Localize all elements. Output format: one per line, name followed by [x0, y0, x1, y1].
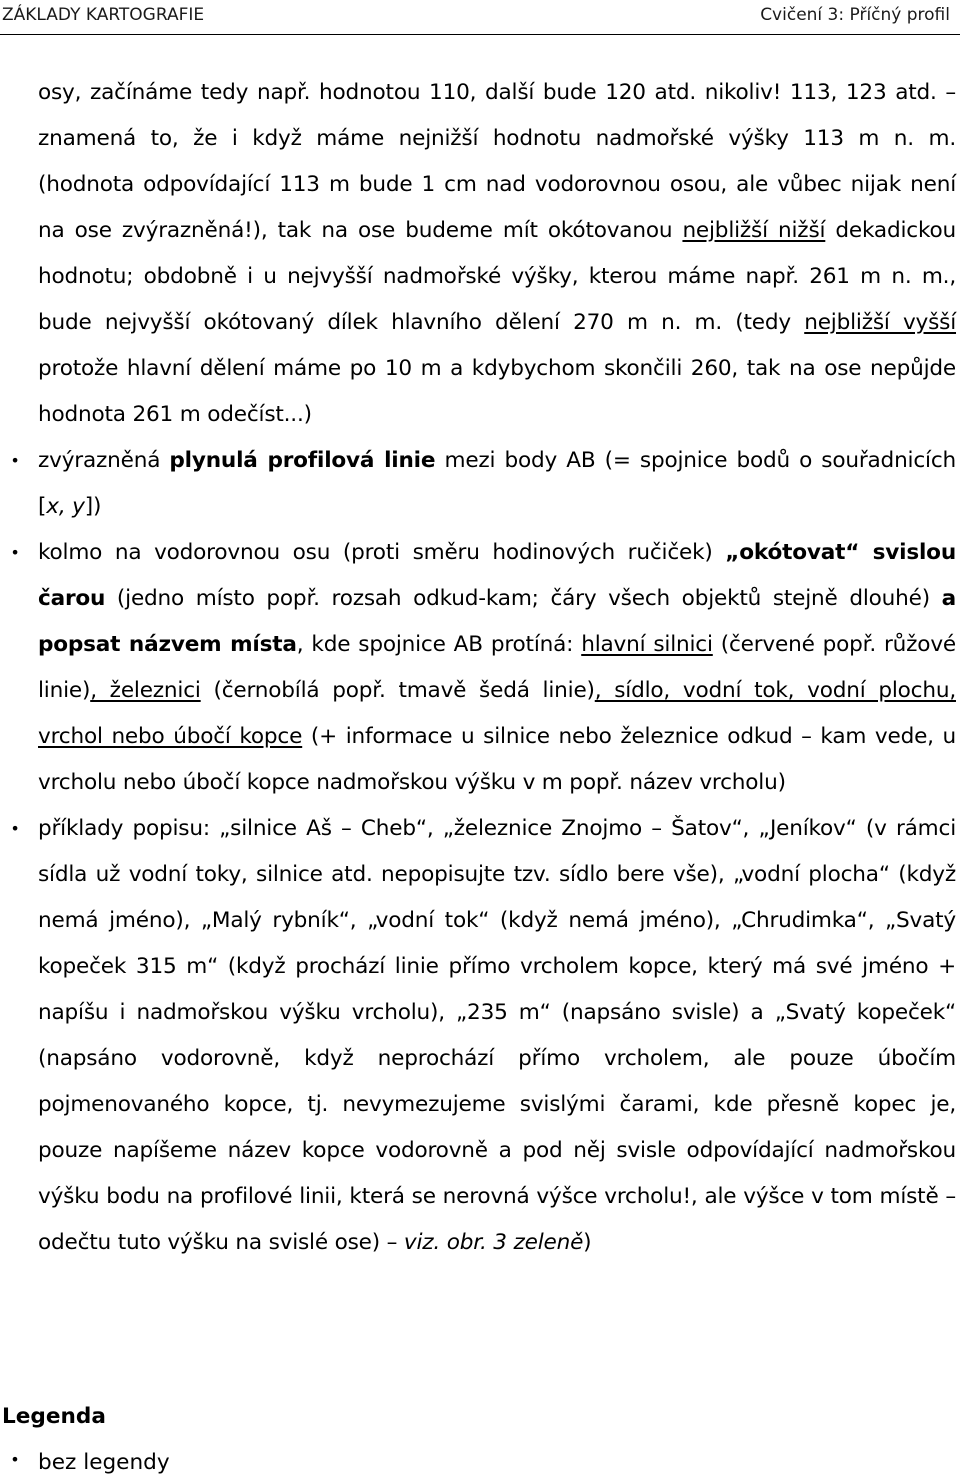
- underlined-features: , sídlo, vodní tok, vodní plochu, vrchol nebo úbočí kopce: [38, 678, 956, 749]
- bullet-icon: •: [10, 451, 20, 470]
- underlined-nearest-higher: nejbližší vyšší: [804, 310, 957, 335]
- bold-dimension-line: „okótovat“ svislou čarou: [38, 540, 956, 611]
- underlined-nearest-lower: nejbližší nižší: [682, 218, 826, 243]
- main-content: [10, 70, 957, 1266]
- list-item-vertical-lines: • kolmo na vodorovnou osu (proti směru hodinových ručiček) „okótovat“ svislou čarou (jedno místo popř. rozsah odkud-kam; čáry všech objektů stejně dlouhé) a popsat názvem místa, kde spojnice AB protíná: hlavní silnici (červené popř. růžové linie), železnici (černobílá popř. tmavě šedá linie), sídlo, vodní tok, vodní plochu, vrchol nebo úbočí kopce (+ informace u silnice nebo železnice odkud – kam vede, u vrcholu nebo úbočí kopce nadmořskou výšku v m popř. název vrcholu): [38, 530, 956, 806]
- bullet-icon: •: [10, 1450, 20, 1469]
- underlined-railway: , železnici: [90, 678, 201, 703]
- header-exercise-title: Cvičení 3: Příčný profil: [760, 5, 950, 25]
- list-item-label-examples: • příklady popisu: „silnice Aš – Cheb“, „železnice Znojmo – Šatov“, „Jeníkov“ (v rámci sídla už vodní toky, silnice atd. nepopisujte tzv. sídlo bere vše), „vodní plocha“ (když nemá jméno), „Malý rybník“, „vodní tok“ (když nemá jméno), „Chrudimka“, „Svatý kopeček 315 m“ (když prochází linie přímo vrcholem kopce, který má své jméno + napíšu i nadmořskou výšku vrcholu), „235 m“ (napsáno svisle) a „Svatý kopeček“ (napsáno vodorovně, když neprochází přímo vrcholem, ale pouze úbočím pojmenovaného kopce, tj. nevymezujeme svislými čarami, kde přesně kopec je, pouze napíšeme název kopce vodorovně a pod něj svisle odpovídající nadmořskou výšku bodu na profilové linii, která se nerovná výšce vrcholu!, ale výšce v tom místě – odečtu tuto výšku na svislé ose) – viz. obr. 3 zeleně): [38, 806, 956, 1266]
- bold-label-place: a popsat názvem místa: [38, 586, 956, 657]
- paragraph-axis-values: osy, začínáme tedy např. hodnotou 110, další bude 120 atd. nikoliv! 113, 123 atd. – znamená to, že i když máme nejnižší hodnotu nadmořské výšky 113 m n. m. (hodnota odpovídající 113 m bude 1 cm nad vodorovnou osou, ale vůbec nijak není na ose zvýrazněná!), tak na ose budeme mít okótovanou nejbližší nižší dekadickou hodnotu; obdobně i u nejvyšší nadmořské výšky, kterou máme např. 261 m n. m., bude nejvyšší okótovaný dílek hlavního dělení 270 m n. m. (tedy nejbližší vyšší protože hlavní dělení máme po 10 m a kdybychom skončili 260, tak na ose nepůjde hodnota 261 m odečíst...): [38, 80, 957, 427]
- bold-profile-line: plynulá profilová linie: [169, 448, 436, 473]
- underlined-main-road: hlavní silnici: [581, 632, 713, 657]
- bullet-icon: •: [10, 819, 20, 838]
- legend-list-item: [10, 1450, 170, 1475]
- legend-item-text: bez legendy: [38, 1450, 170, 1475]
- page-header: [0, 0, 960, 35]
- header-course-title: ZÁKLADY KARTOGRAFIE: [2, 5, 205, 25]
- bullet-icon: •: [10, 543, 20, 562]
- legend-heading: Legenda: [2, 1404, 106, 1429]
- italic-figure-reference: viz. obr. 3 zeleně: [403, 1230, 584, 1255]
- list-item-profile-line: • zvýrazněná plynulá profilová linie mezi body AB (= spojnice bodů o souřadnicích [x, y]): [38, 438, 956, 530]
